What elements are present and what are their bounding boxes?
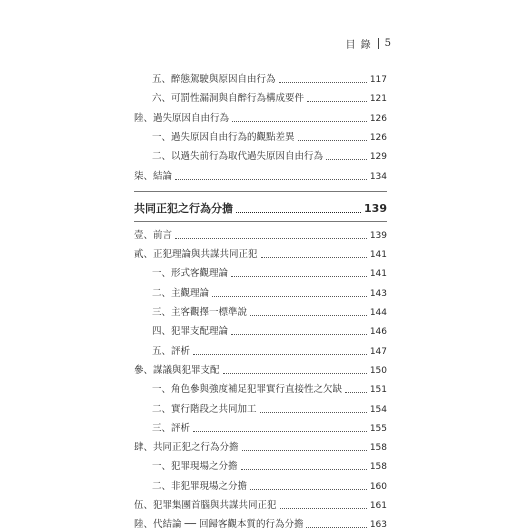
toc-entry-title: 五、醉態駕駛與原因自由行為 — [152, 74, 276, 85]
toc-entry-title: 陸、代結論 ── 回歸客觀本質的行為分擔 — [134, 519, 304, 531]
toc-entry — [134, 249, 387, 261]
dot-leader — [175, 179, 367, 180]
toc-entry-page: 155 — [369, 423, 387, 434]
dot-leader — [175, 238, 367, 239]
toc-entry-page: 150 — [369, 365, 387, 376]
toc-entry-title: 二、非犯罪現場之分擔 — [152, 480, 248, 492]
toc-entry — [134, 423, 387, 435]
dot-leader — [279, 82, 367, 83]
toc-entry — [134, 326, 387, 338]
toc-entry-page: 146 — [369, 327, 387, 338]
toc-entry-title: 一、角色參與強度補足犯罪實行直接性之欠缺 — [152, 384, 343, 396]
toc-entry-title: 四、犯罪支配理論 — [152, 326, 229, 338]
toc-entry-page: 143 — [369, 288, 387, 299]
toc-entry — [134, 365, 387, 377]
toc-entry-page: 129 — [369, 152, 387, 163]
toc-entry-page: 158 — [369, 443, 387, 454]
header-title: 目 錄 — [345, 40, 372, 51]
toc-entry — [134, 93, 387, 105]
dot-leader — [193, 431, 367, 432]
toc-entry-page: 126 — [369, 113, 387, 124]
dot-leader — [231, 276, 367, 277]
toc-entry-page: 144 — [369, 308, 387, 318]
toc-entry — [134, 151, 387, 163]
toc-entry-page: 121 — [369, 94, 387, 105]
toc-entry-page: 160 — [369, 481, 387, 492]
toc-entry-title: 五、評析 — [152, 345, 191, 357]
toc-entry — [134, 74, 387, 86]
toc-entry-page: 134 — [369, 171, 387, 182]
toc-entry-page: 139 — [369, 230, 387, 241]
toc-entry-title: 二、主觀理論 — [152, 287, 210, 299]
dot-leader — [241, 469, 367, 470]
toc-entry-page: 163 — [369, 520, 387, 531]
toc-entry-title: 參、謀議與犯罪支配 — [134, 364, 220, 376]
dot-leader — [231, 334, 367, 335]
toc-entry-title: 三、主客觀擇一標準說 — [152, 307, 248, 318]
toc-entry — [134, 346, 387, 358]
toc-entry-page: 141 — [369, 269, 387, 280]
toc-entry-title: 二、以過失前行為取代過失原因自由行為 — [152, 151, 324, 163]
toc-entry — [134, 132, 387, 144]
toc-entry-page: 151 — [369, 385, 387, 396]
toc-entry — [134, 307, 387, 319]
dot-leader — [260, 412, 367, 413]
toc-entry — [134, 113, 387, 125]
dot-leader — [236, 212, 361, 213]
dot-leader — [306, 527, 366, 528]
toc-entry-page: 161 — [369, 501, 387, 511]
toc-entry — [134, 288, 387, 300]
dot-leader — [250, 315, 367, 316]
toc-entry-title: 三、評析 — [152, 422, 191, 434]
toc-entry-page: 117 — [369, 75, 387, 85]
toc-entry — [134, 268, 387, 280]
section-divider — [134, 191, 387, 192]
dot-leader — [242, 450, 367, 451]
toc-entry-title: 伍、犯罪集團首腦與共謀共同正犯 — [134, 500, 277, 511]
toc-entry-title: 貳、正犯理論與共謀共同正犯 — [134, 249, 258, 261]
toc-entry — [134, 500, 387, 512]
dot-leader — [232, 121, 367, 122]
toc-entry — [134, 519, 387, 531]
dot-leader — [223, 373, 367, 374]
dot-leader — [280, 508, 367, 509]
toc-entry-title: 陸、過失原因自由行為 — [134, 112, 230, 124]
toc-entry — [134, 384, 387, 396]
dot-leader — [326, 159, 367, 160]
toc-entry-page: 147 — [369, 346, 387, 357]
toc-entry — [134, 404, 387, 416]
dot-leader — [261, 257, 367, 258]
running-header — [345, 36, 392, 51]
toc-entry — [134, 461, 387, 473]
dot-leader — [298, 140, 367, 141]
toc-entry-title: 肆、共同正犯之行為分擔 — [134, 442, 239, 454]
toc-entry — [134, 171, 387, 183]
toc-entry-title: 一、過失原因自由行為的觀點差異 — [152, 131, 295, 143]
toc-entry-title: 二、實行階段之共同加工 — [152, 403, 257, 415]
toc-entry-page: 139 — [364, 201, 387, 215]
toc-entry-title: 共同正犯之行為分擔 — [134, 201, 233, 215]
dot-leader — [193, 354, 367, 355]
chapter-underline — [134, 221, 387, 222]
toc-entry-page: 126 — [369, 132, 387, 143]
dot-leader — [345, 392, 367, 393]
toc-chapter-entry — [134, 202, 387, 216]
header-page-number: 5 — [384, 38, 392, 49]
toc-entry — [134, 481, 387, 493]
toc-entry — [134, 230, 387, 242]
toc-entry-page: 141 — [369, 250, 387, 261]
toc-entry-page: 158 — [369, 462, 387, 473]
toc-entry-page: 154 — [369, 404, 387, 415]
dot-leader — [307, 101, 367, 102]
toc-entry — [134, 442, 387, 454]
toc-entry-title: 壹、前言 — [134, 229, 173, 241]
dot-leader — [212, 296, 367, 297]
toc-entry-title: 六、可罰性漏洞與自醉行為構成要件 — [152, 93, 305, 105]
dot-leader — [250, 489, 367, 490]
header-divider — [378, 38, 379, 49]
toc-entry-title: 柒、結論 — [134, 170, 173, 182]
toc-entry-title: 一、犯罪現場之分擔 — [152, 461, 238, 473]
toc-entry-title: 一、形式客觀理論 — [152, 268, 229, 280]
